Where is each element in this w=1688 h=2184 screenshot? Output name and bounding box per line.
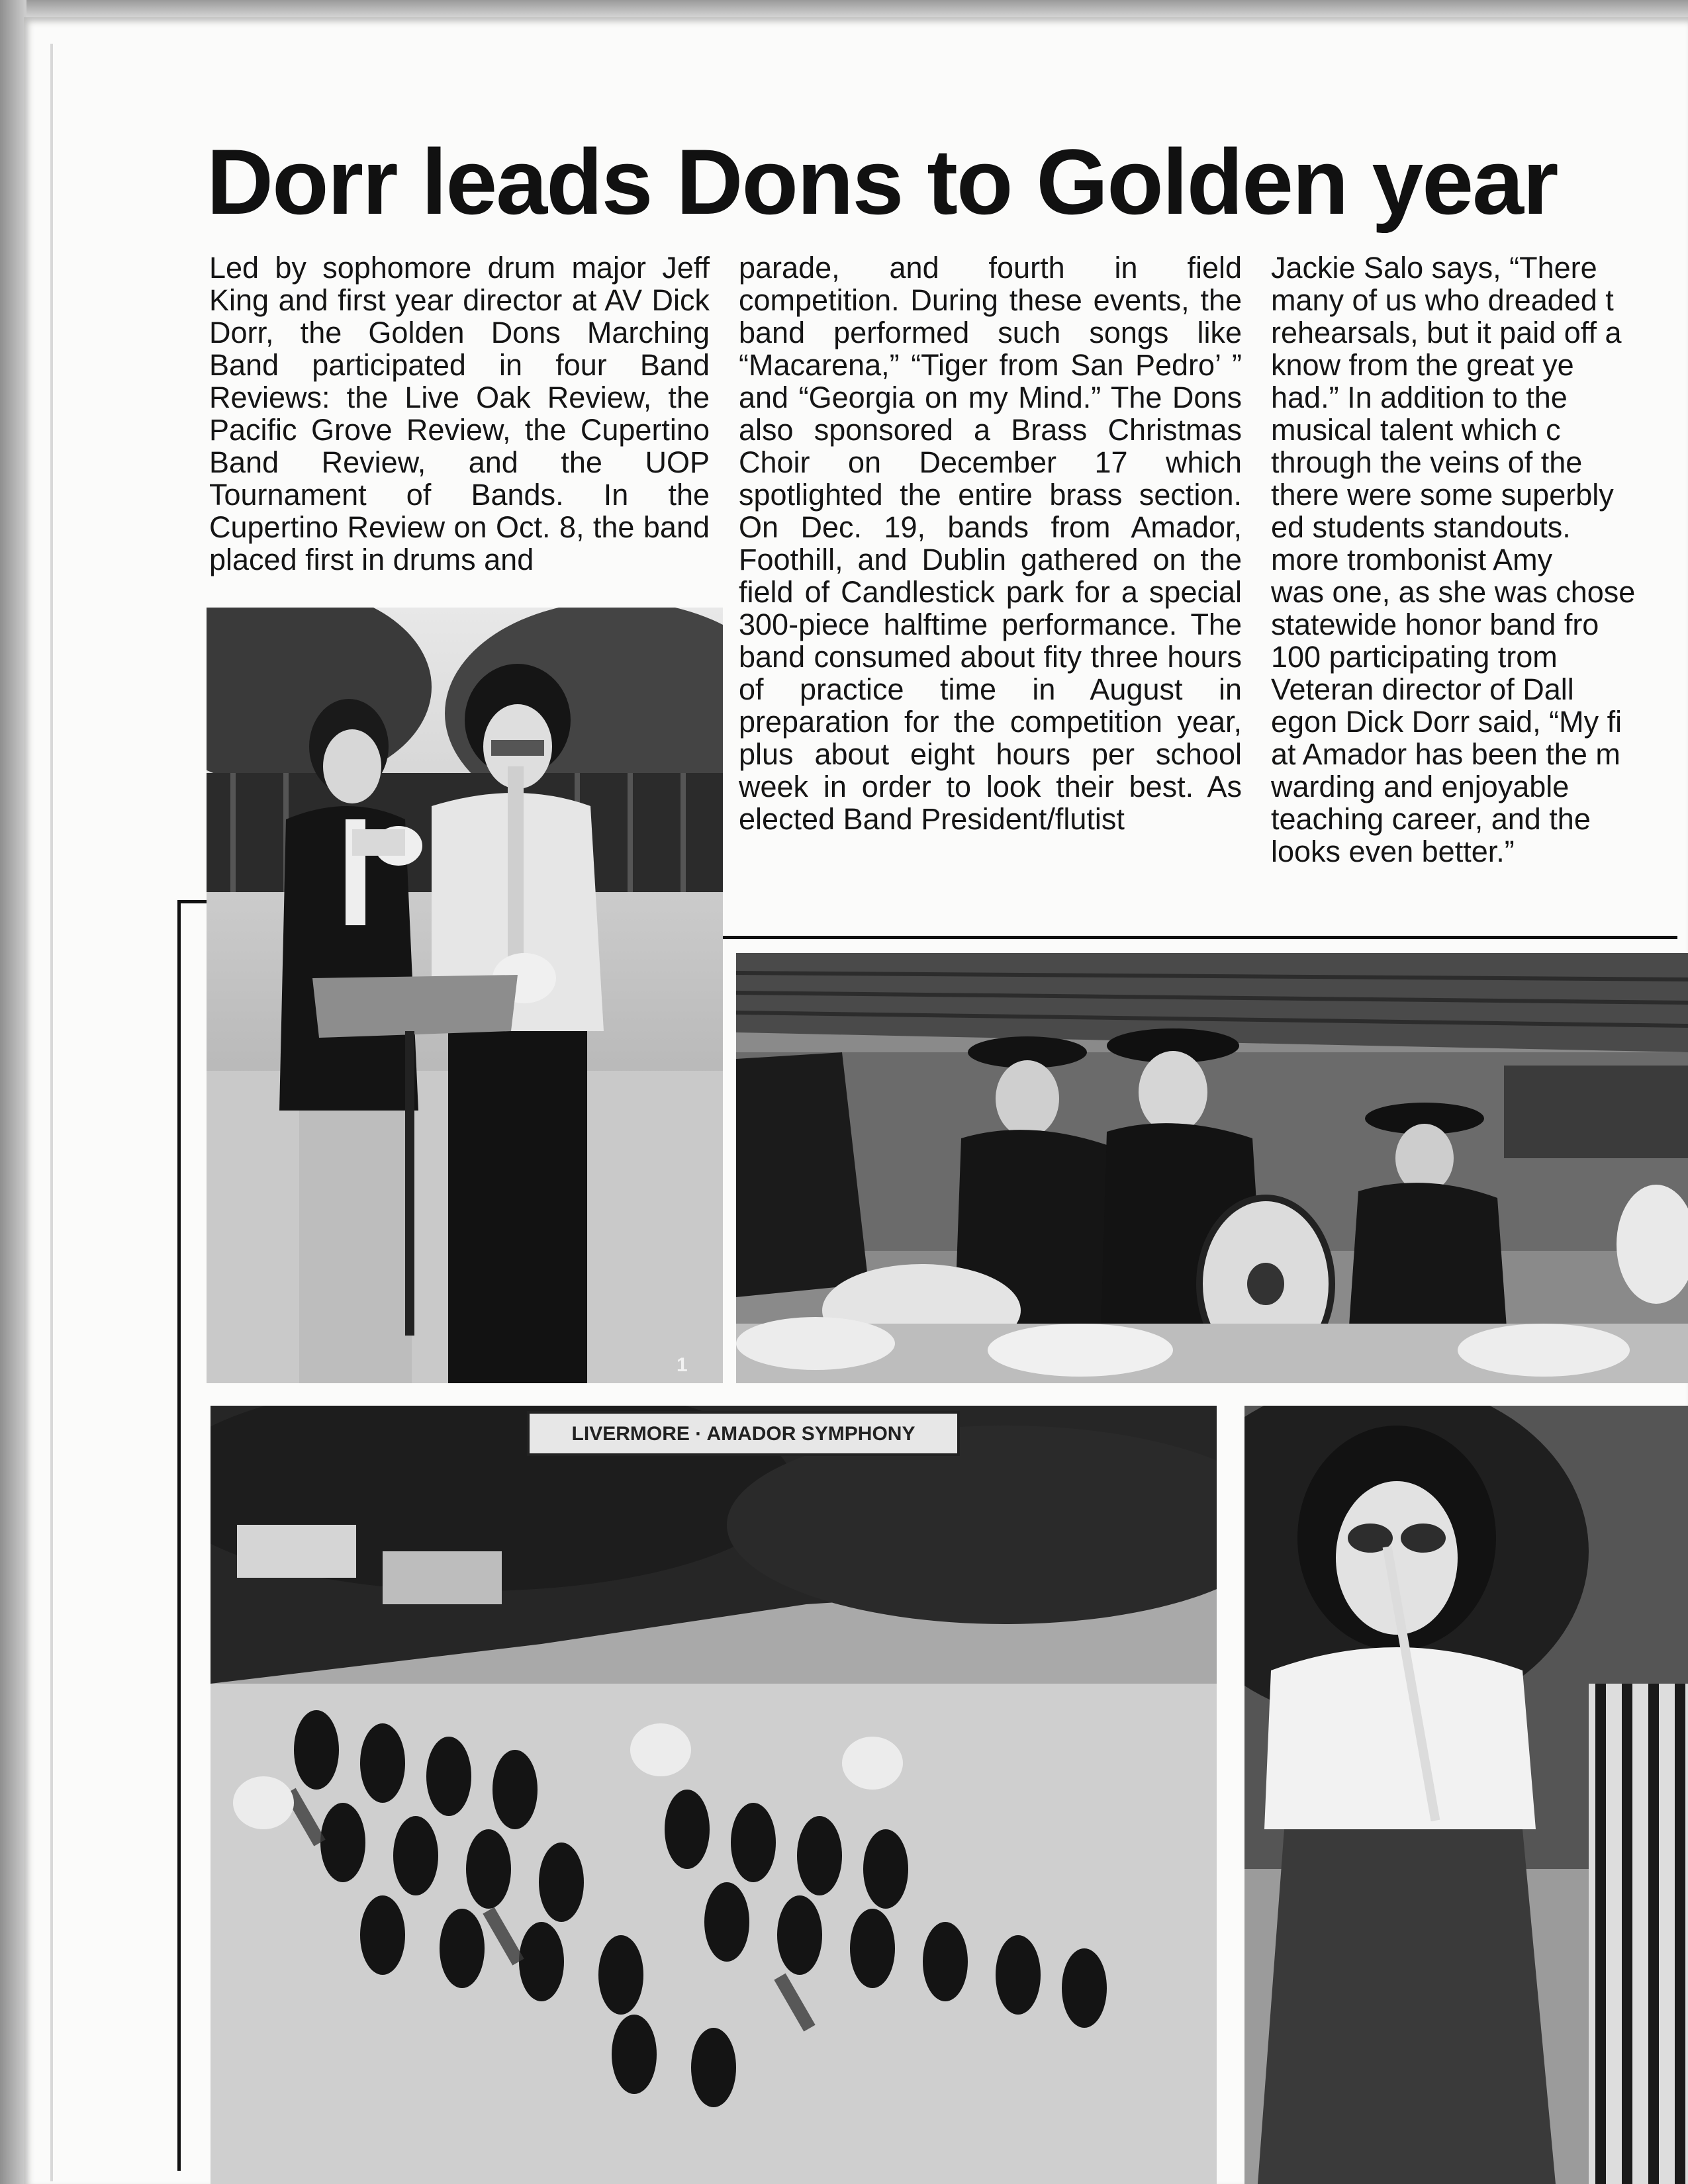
column-3-line: there were some superbly — [1271, 478, 1614, 512]
column-3-line: rehearsals, but it paid off a — [1271, 316, 1622, 349]
scanner-edge-top — [0, 0, 1688, 19]
column-3-line: at Amador has been the m — [1271, 737, 1620, 771]
vertical-rule — [177, 900, 181, 2171]
page-inner-edge — [50, 44, 53, 2181]
column-3-line: warding and enjoyable — [1271, 770, 1570, 803]
column-3-line: statewide honor band fro — [1271, 608, 1599, 641]
column-3-line: egon Dick Dorr said, “My fi — [1271, 705, 1622, 739]
column-3-line: 100 participating trom — [1271, 640, 1558, 674]
column-3-line: know from the great ye — [1271, 348, 1574, 382]
column-3-line: ed students standouts. — [1271, 510, 1571, 544]
horizontal-rule — [691, 936, 1677, 939]
column-3-line: through the veins of the — [1271, 445, 1583, 479]
article-column-1: Led by sophomore drum major Jeff King and first year director at AV Dick Dorr, the Golden Dons Marching Band participated in four Band Reviews: the Live Oak Review, the Pacific Grove Review, the Cupertino Band Review, and the UOP Tournament of Bands. In the Cupertino Review on Oct. 8, the band placed first in drums and — [209, 251, 710, 576]
column-3-line: many of us who dreaded t — [1271, 283, 1614, 317]
column-3-line: musical talent which c — [1271, 413, 1561, 447]
column-3-line: had.” In addition to the — [1271, 381, 1568, 414]
banner-text: LIVERMORE · AMADOR SYMPHONY — [571, 1423, 915, 1445]
article-column-3 — [1271, 251, 1688, 920]
photo-parade — [211, 1406, 1217, 2184]
headline: Dorr leads Dons to Golden year — [207, 130, 1558, 234]
column-3-line: was one, as she was chose — [1271, 575, 1636, 609]
column-3-line: looks even better.” — [1271, 835, 1515, 868]
column-3-line: teaching career, and the — [1271, 802, 1591, 836]
photo-flutist — [1244, 1406, 1688, 2184]
photo-trumpet-players — [207, 608, 723, 1383]
photo-marching-drummers — [736, 953, 1688, 1383]
article-column-2: parade, and fourth in field competition. During these events, the band performed such songs like “Macarena,” “Tiger from San Pedro’ ” and “Georgia on my Mind.” The Dons also sponsored a Brass Christmas Choir on December 17 which spotlighted the entire brass section. On Dec. 19, bands from Amador, Foothill, and Dublin gathered on the field of Candlestick park for a special 300-piece halftime performance. The band consumed about fity three hours of practice time in August in preparation for the competition year, plus about eight hours per school week in order to look their best. As elected Band President/flutist — [739, 251, 1242, 836]
column-3-line: Jackie Salo says, “There — [1271, 251, 1597, 285]
column-3-line: Veteran director of Dall — [1271, 672, 1574, 706]
photo-caption-number: 1 — [677, 1354, 688, 1376]
column-3-line: more trombonist Amy — [1271, 543, 1553, 576]
scanner-edge-left — [0, 0, 26, 2184]
